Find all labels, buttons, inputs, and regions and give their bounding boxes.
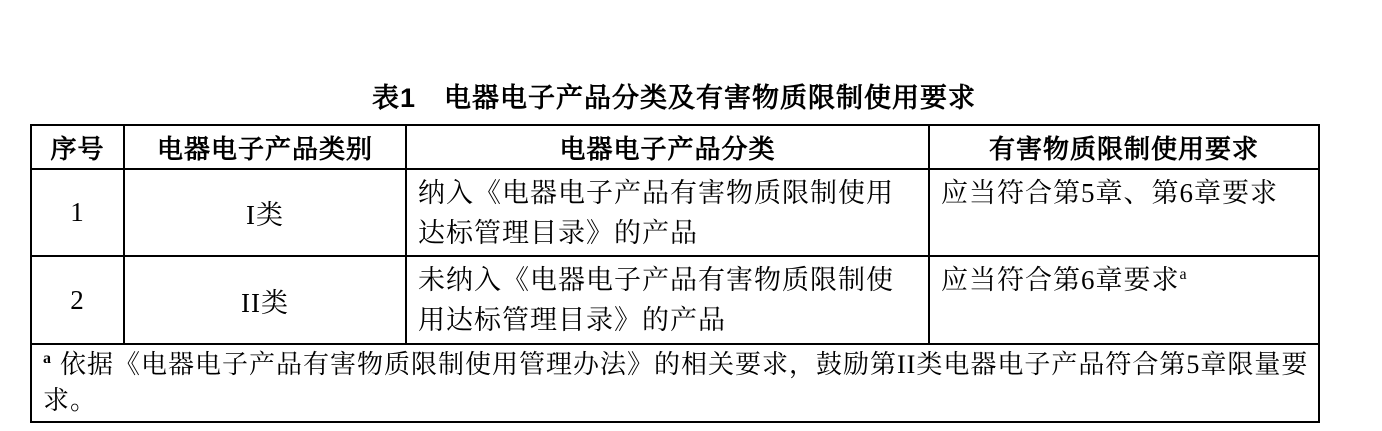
header-product-category: 电器电子产品类别	[124, 125, 406, 169]
header-product-classification: 电器电子产品分类	[406, 125, 929, 169]
footnote-marker: a	[43, 350, 52, 368]
cell-product-category: II类	[124, 256, 406, 344]
cell-serial-number: 2	[31, 256, 124, 344]
cell-restriction-requirement	[929, 256, 1319, 344]
table-title: 表1 电器电子产品分类及有害物质限制使用要求	[371, 83, 976, 113]
footnote-cell	[31, 344, 1319, 422]
table-row	[31, 169, 1319, 256]
cell-restriction-requirement	[929, 169, 1319, 256]
requirement-text: 应当符合第5章、第6章要求	[941, 178, 1278, 208]
footnote-text: 依据《电器电子产品有害物质限制使用管理办法》的相关要求，鼓励第II类电器电子产品符合第5章限量要求。	[43, 350, 1309, 415]
cell-product-classification: 纳入《电器电子产品有害物质限制使用达标管理目录》的产品	[406, 169, 929, 256]
cell-product-category: I类	[124, 169, 406, 256]
table-footnote-row	[31, 344, 1319, 422]
header-restriction-requirement: 有害物质限制使用要求	[929, 125, 1319, 169]
requirement-text: 应当符合第6章要求	[941, 265, 1180, 295]
cell-serial-number: 1	[31, 169, 124, 256]
table-header-row	[31, 125, 1319, 169]
classification-table	[30, 124, 1320, 423]
header-serial-number: 序号	[31, 125, 124, 169]
cell-product-classification: 未纳入《电器电子产品有害物质限制使用达标管理目录》的产品	[406, 256, 929, 344]
table-row	[31, 256, 1319, 344]
requirement-superscript: a	[1179, 266, 1188, 283]
